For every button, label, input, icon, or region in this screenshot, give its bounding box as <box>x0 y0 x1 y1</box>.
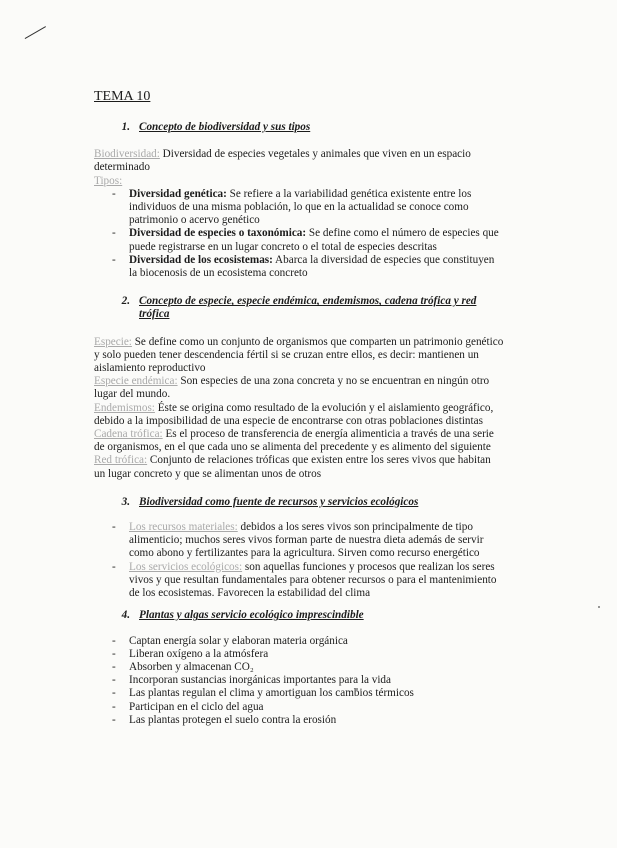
definition: Especie: Se define como un conjunto de organismos que comparten un patrimonio genético y solo pueden tener descendencia fértil si se cruzan entre ellos, es decir: mantienen un aislamiento reproductivo <box>94 335 504 375</box>
document-body <box>94 88 504 727</box>
definition: Tipos: <box>94 174 123 187</box>
definition: Biodiversidad: Diversidad de especies vegetales y animales que viven en un espacio determinado <box>94 148 471 174</box>
bullet-list <box>94 635 504 727</box>
list-item: - Captan energía solar y elaboran materia orgánica <box>112 634 348 647</box>
definition: Endemismos: Éste se origina como resultado de la evolución y el aislamiento geográfico, debido a la imposibilidad de una especie de encontrarse con otras poblaciones distintas <box>94 401 494 427</box>
list-item: - Las plantas regulan el clima y amortiguan los cambios térmicos <box>112 687 414 700</box>
section-heading: 4. Plantas y algas servicio ecológico imprescindible <box>121 609 364 622</box>
section-heading: 1. Concepto de biodiversidad y sus tipos <box>121 121 311 133</box>
list-item: - Los servicios ecológicos: son aquellas funciones y procesos que realizan los seres vivos y que resultan fundamentales para obtener recursos o para el mantenimiento de los ecosistemas. Favorecen la estabilidad del clima <box>112 560 497 600</box>
definition: Cadena trófica: Es el proceso de transferencia de energía alimenticia a través de una serie de organismos, en el que cada uno se alimenta del precedente y es alimento del siguiente <box>94 428 494 454</box>
paper-speck <box>598 606 600 608</box>
list-item: - Diversidad de los ecosistemas: Abarca la diversidad de especies que constituyen la biocenosis de un ecosistema concreto <box>112 253 495 280</box>
bullet-list <box>94 521 504 600</box>
list-item: - Diversidad genética: Se refiere a la variabilidad genética existente entre los individuos de una misma población, lo que en la actualidad se conoce como patrimonio o acervo genético <box>112 187 472 227</box>
section-heading: 2. Concepto de especie, especie endémica, endemismos, cadena trófica y red trófica <box>121 295 477 321</box>
list-item: - Absorben y almacenan CO₂ <box>112 660 254 673</box>
definition: Especie endémica: Son especies de una zona concreta y no se encuentran en ningún otro lugar del mundo. <box>94 375 490 401</box>
list-item: - Liberan oxígeno a la atmósfera <box>112 647 269 660</box>
page-title: TEMA 10 <box>94 89 151 104</box>
bullet-list <box>94 188 504 280</box>
pen-mark <box>25 26 46 39</box>
section-heading: 3. Biodiversidad como fuente de recursos y servicios ecológicos <box>121 495 419 508</box>
list-item: - Los recursos materiales: debidos a los seres vivos son principalmente de tipo alimenticio; muchos seres vivos forman parte de nuestra dieta además de servir como abono y fertilizantes para la agricultura. Sirven como recurso energético <box>112 521 484 560</box>
list-item: - Participan en el ciclo del agua <box>112 700 264 713</box>
definition: Red trófica: Conjunto de relaciones tróficas que existen entre los seres vivos que habitan un lugar concreto y que se alimentan unos de otros <box>94 454 491 480</box>
list-item: - Incorporan sustancias inorgánicas importantes para la vida <box>112 674 391 687</box>
list-item: - Las plantas protegen el suelo contra la erosión <box>112 713 337 726</box>
list-item: - Diversidad de especies o taxonómica: Se define como el número de especies que puede registrarse en un lugar concreto o el total de especies descritas <box>112 227 499 253</box>
